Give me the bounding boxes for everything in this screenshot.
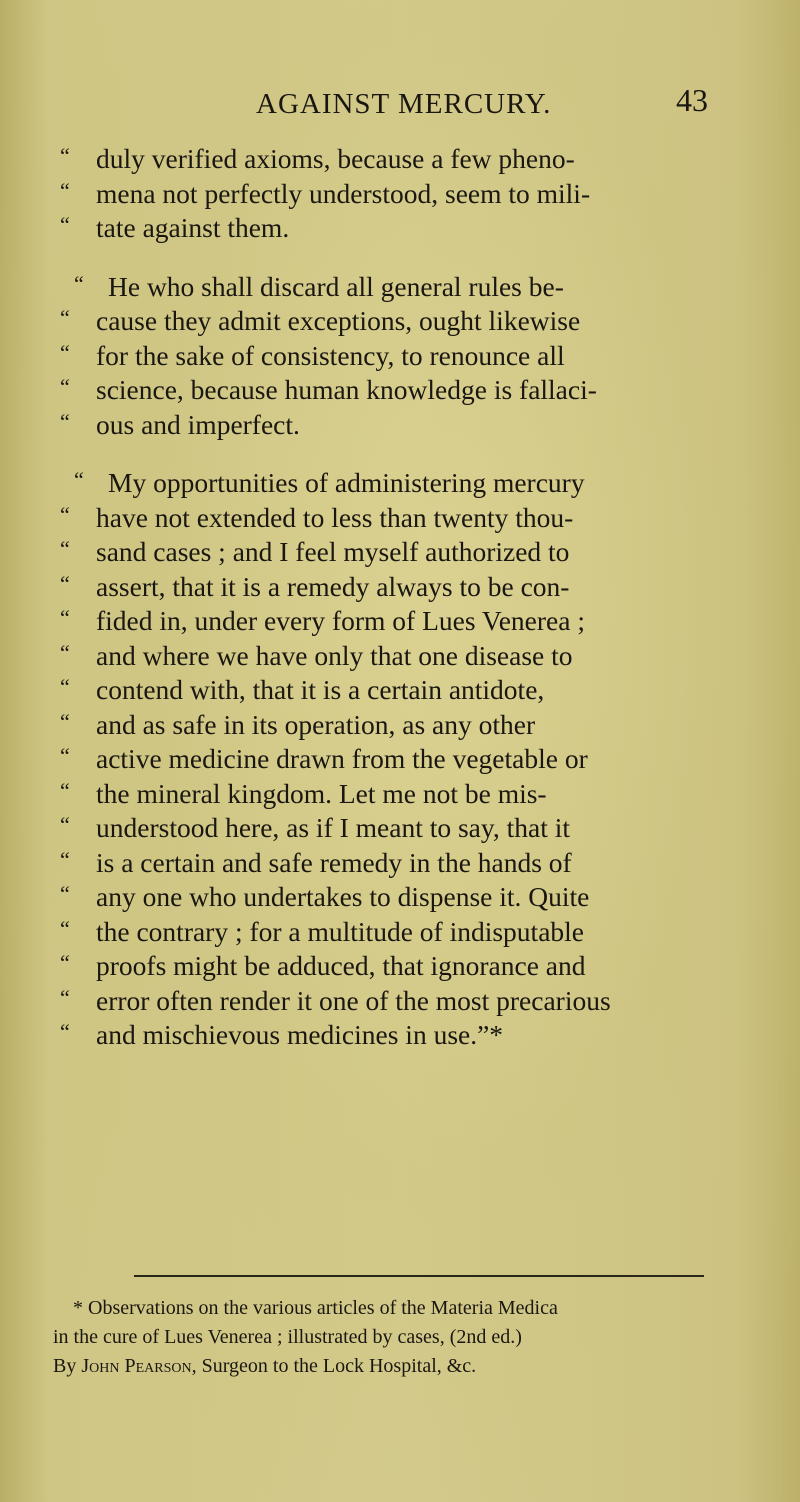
text-line: “ ous and imperfect. — [60, 408, 300, 440]
page-number: 43 — [676, 82, 708, 118]
quote-mark: “ — [60, 501, 70, 527]
text-line: “ error often render it one of the most precarious — [60, 984, 611, 1016]
running-head — [0, 82, 800, 128]
text-line: “ duly verified axioms, because a few pheno- — [60, 143, 575, 174]
quote-mark: “ — [60, 570, 70, 596]
quote-mark: “ — [60, 881, 70, 906]
paragraph-2 — [60, 271, 760, 444]
quote-mark: “ — [60, 812, 70, 837]
quote-mark: “ — [60, 177, 70, 203]
quote-mark: “ — [60, 915, 70, 941]
text-line: “ sand cases ; and I feel myself authorized to — [60, 536, 570, 567]
text-line: “ cause they admit exceptions, ought likewise — [60, 305, 581, 336]
quote-mark: “ — [60, 536, 70, 561]
text-line: “ understood here, as if I meant to say, that it — [60, 812, 570, 843]
text-line: “ My opportunities of administering mercury — [74, 467, 585, 498]
footnote-rule — [134, 1275, 704, 1277]
paragraph-3 — [60, 467, 760, 1054]
quote-mark: “ — [60, 639, 70, 665]
quote-mark: “ — [74, 467, 84, 492]
quote-mark: “ — [60, 674, 70, 699]
text-line: “ contend with, that it is a certain antidote, — [60, 674, 545, 705]
quote-mark: “ — [60, 846, 70, 872]
quote-mark: “ — [60, 605, 70, 630]
paragraph-1 — [60, 143, 760, 247]
quote-mark: “ — [60, 408, 70, 434]
text-line: “ is a certain and safe remedy in the hands of — [60, 846, 572, 878]
text-line: “ and mischievous medicines in use.”* — [60, 1019, 504, 1050]
text-line: “ any one who undertakes to dispense it. Quite — [60, 881, 590, 912]
quote-mark: “ — [60, 708, 70, 734]
quote-mark: “ — [60, 777, 70, 803]
text-line: “ have not extended to less than twenty thou- — [60, 501, 574, 533]
text-line: “ and as safe in its operation, as any other — [60, 708, 536, 740]
footnote — [53, 1294, 773, 1381]
footnote-line: By John Pearson, Surgeon to the Lock Hospital, &c. — [53, 1355, 477, 1377]
running-title: AGAINST MERCURY. — [256, 88, 552, 120]
text-line: “ active medicine drawn from the vegetable or — [60, 743, 588, 774]
text-line: “ proofs might be adduced, that ignorance and — [60, 950, 586, 981]
text-line: “ the contrary ; for a multitude of indisputable — [60, 915, 584, 947]
quote-mark: “ — [60, 743, 70, 768]
quote-mark: “ — [60, 212, 70, 237]
quote-mark: “ — [60, 305, 70, 330]
quote-mark: “ — [60, 950, 70, 975]
text-line: “ the mineral kingdom. Let me not be mis- — [60, 777, 547, 809]
text-line: “ for the sake of consistency, to renounce all — [60, 339, 565, 371]
footnote-line: in the cure of Lues Venerea ; illustrated by cases, (2nd ed.) — [53, 1326, 522, 1348]
text-line: “ and where we have only that one disease to — [60, 639, 573, 671]
footnote-line: * Observations on the various articles of the Materia Medica — [73, 1297, 558, 1319]
text-line: “ science, because human knowledge is fallaci- — [60, 374, 597, 405]
quote-mark: “ — [60, 374, 70, 399]
quote-mark: “ — [60, 1019, 70, 1044]
text-line: “ mena not perfectly understood, seem to mili- — [60, 177, 591, 209]
text-line: “ He who shall discard all general rules be- — [74, 270, 564, 302]
body-text — [60, 143, 760, 1054]
quote-mark: “ — [60, 143, 70, 168]
footnote-author: John Pearson, — [81, 1355, 197, 1377]
quote-mark: “ — [60, 984, 70, 1010]
quote-mark: “ — [60, 339, 70, 365]
text-line: “ assert, that it is a remedy always to be con- — [60, 570, 570, 602]
quote-mark: “ — [74, 270, 84, 296]
text-line: “ tate against them. — [60, 212, 290, 243]
text-line: “ fided in, under every form of Lues Venerea ; — [60, 605, 585, 636]
